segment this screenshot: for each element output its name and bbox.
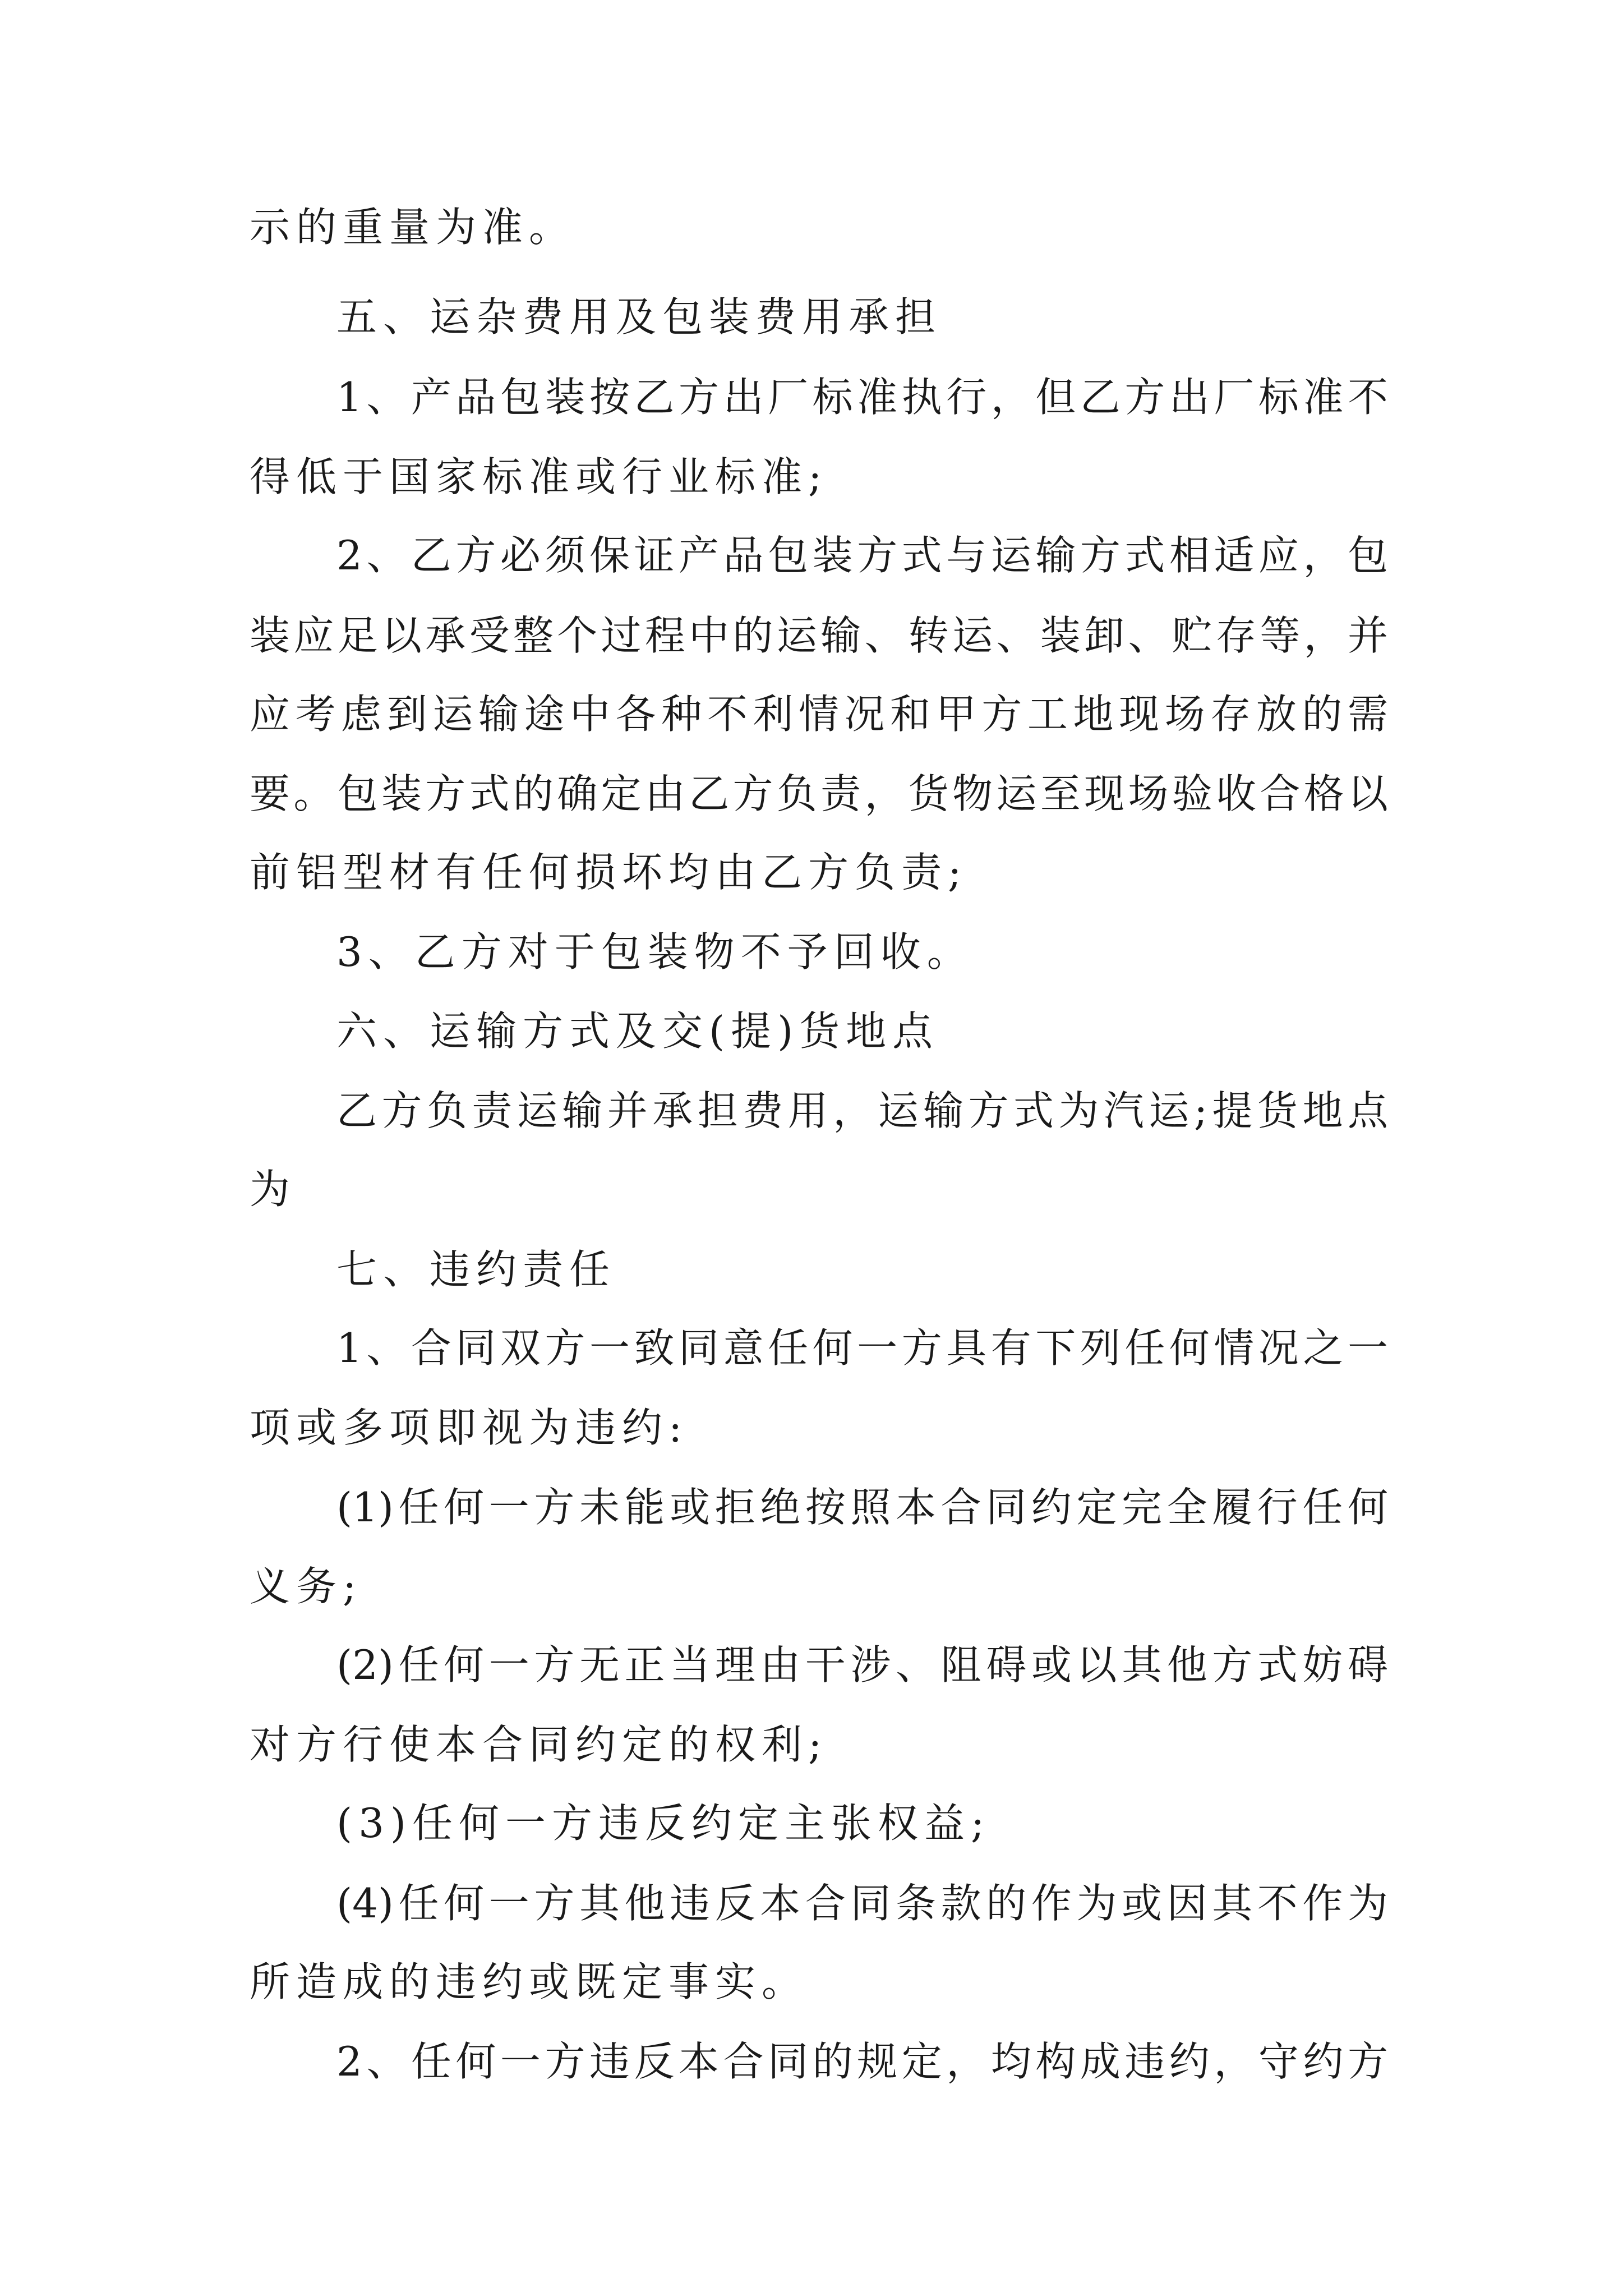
section-heading: 五、运杂费用及包装费用承担 — [336, 293, 942, 341]
text-line: 要。包装方式的确定由乙方负责，货物运至现场验收合格以 — [250, 770, 1388, 817]
text-line: 义务; — [250, 1563, 363, 1610]
text-line: (3)任何一方违反约定主张权益; — [336, 1800, 991, 1847]
text-line: 所造成的违约或既定事实。 — [250, 1958, 809, 2005]
text-line: 前铝型材有任何损坏均由乙方负责; — [250, 849, 968, 896]
text-line: 应考虑到运输途中各种不利情况和甲方工地现场存放的需 — [250, 691, 1388, 738]
text-line: 1、产品包装按乙方出厂标准执行，但乙方出厂标准不 — [336, 374, 1388, 421]
text-line: 示的重量为准。 — [250, 204, 576, 251]
text-line: 1、合同双方一致同意任何一方具有下列任何情况之一 — [336, 1324, 1388, 1372]
text-line: 2、任何一方违反本合同的规定，均构成违约，守约方 — [336, 2038, 1388, 2085]
text-line: (1)任何一方未能或拒绝按照本合同约定完全履行任何 — [336, 1484, 1388, 1531]
text-line: 项或多项即视为违约: — [250, 1404, 689, 1451]
text-line: 为 — [250, 1166, 297, 1213]
text-line: 对方行使本合同约定的权利; — [250, 1721, 828, 1768]
section-heading: 六、运输方式及交(提)货地点 — [336, 1007, 939, 1055]
text-line: 2、乙方必须保证产品包装方式与运输方式相适应，包 — [336, 532, 1388, 579]
text-line: 3、乙方对于包装物不予回收。 — [336, 928, 974, 976]
text-line: (4)任何一方其他违反本合同条款的作为或因其不作为 — [336, 1880, 1388, 1927]
text-line: 乙方负责运输并承担费用，运输方式为汽运;提货地点 — [336, 1087, 1388, 1134]
text-line: (2)任何一方无正当理由干涉、阻碍或以其他方式妨碍 — [336, 1641, 1388, 1688]
text-line: 得低于国家标准或行业标准; — [250, 453, 828, 500]
text-line: 装应足以承受整个过程中的运输、转运、装卸、贮存等，并 — [250, 612, 1388, 659]
section-heading: 七、违约责任 — [336, 1246, 616, 1293]
